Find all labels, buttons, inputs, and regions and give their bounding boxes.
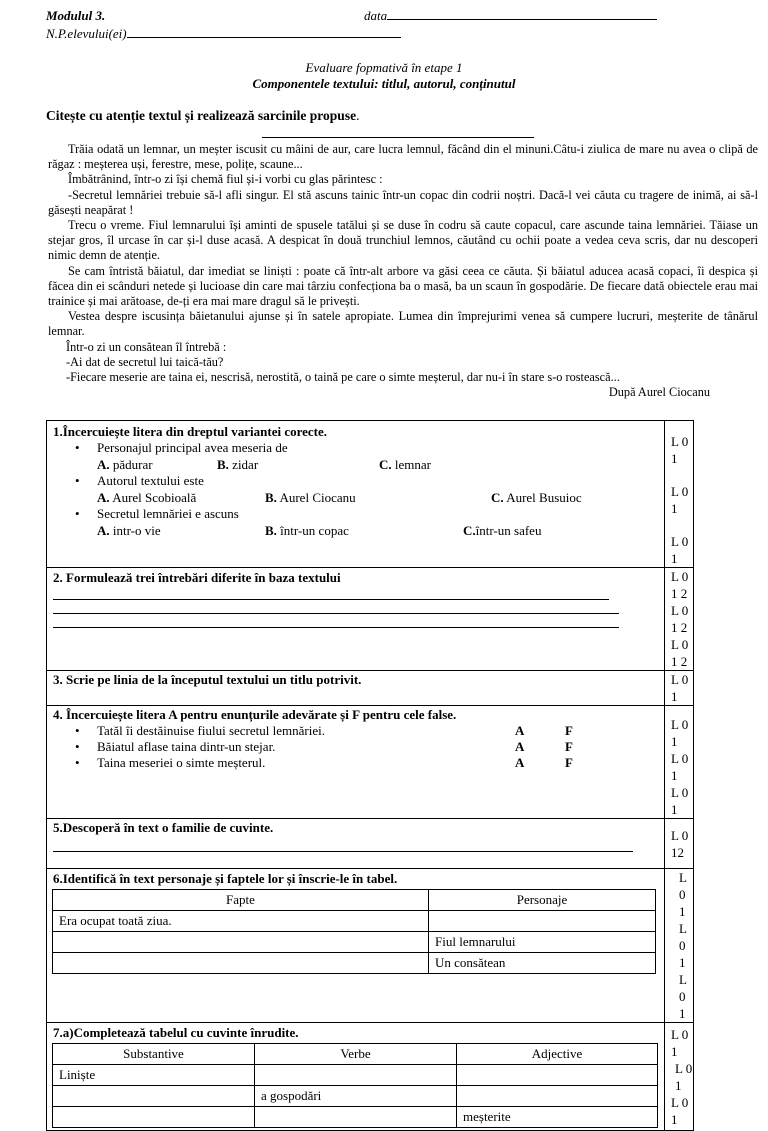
score: L 0 1 — [679, 972, 687, 1021]
option-b[interactable]: B. zidar — [217, 457, 259, 472]
task-1-item: • Personajul principal avea meseria de — [53, 440, 658, 456]
score: L 0 1 2 — [671, 569, 689, 601]
story-paragraph: Vestea despre iscusința băietanului ajunse și în satele apropiate. Lumea din împrejurimi venea să cumpere lucruri, meșterite de tânărul lemnar. — [48, 309, 758, 339]
table-cell[interactable] — [255, 1107, 457, 1128]
task-1-options — [53, 522, 658, 539]
task-6-title: 6.Identifică în text personaje și faptele lor și înscrie-le în tabel. — [53, 871, 398, 886]
score: L 0 1 — [671, 434, 689, 466]
answer-line[interactable] — [53, 586, 609, 600]
true-option[interactable]: A — [515, 755, 525, 770]
instruction-dot: . — [356, 108, 360, 123]
score: L 0 12 — [671, 827, 689, 860]
table-cell[interactable]: Un consătean — [429, 953, 656, 974]
score: L 0 1 — [671, 717, 689, 749]
option-c[interactable]: C. lemnar — [379, 457, 431, 472]
false-option[interactable]: F — [565, 723, 573, 738]
score: L 0 1 — [679, 870, 687, 919]
module-label: Modulul 3. — [46, 8, 106, 23]
story-paragraph: Îmbătrânind, într-o zi își chemă fiul și-i vorbi cu glas părintesc : — [68, 172, 383, 187]
task-7-title: 7.a)Completează tabelul cu cuvinte înrudite. — [53, 1025, 299, 1040]
table-cell[interactable] — [53, 1086, 255, 1107]
score: L 0 1 — [671, 534, 689, 566]
table-cell[interactable] — [53, 932, 429, 953]
table-header: Personaje — [429, 890, 656, 911]
story-paragraph: Trecu o vreme. Fiul lemnarului își aminti de spusele tatălui și se duse în codru să caute copacul, care ascunde taina lemnăriei. Tăiase un stejar gros, îl urcase în car și-l duse acasă. A despicat în două trunchiul lemnos, căutând cu ochii poate a vedea ceva scris, dar nu descoperi nimic demn de atenție. — [48, 218, 758, 263]
option-a[interactable]: A. pădurar — [97, 457, 153, 472]
score: L 0 1 — [679, 921, 687, 970]
table-cell[interactable] — [255, 1065, 457, 1086]
task-4-item — [53, 723, 658, 739]
option-c[interactable]: C. Aurel Busuioc — [491, 490, 582, 505]
story-author: După Aurel Ciocanu — [608, 385, 710, 400]
task-7-table — [52, 1043, 658, 1128]
score: L 0 1 — [671, 751, 689, 783]
instruction — [46, 108, 359, 124]
task-6-scores — [665, 869, 694, 1023]
table-header: Substantive — [53, 1044, 255, 1065]
false-option[interactable]: F — [565, 739, 573, 754]
task-1-options — [53, 489, 658, 506]
task-2-scores — [665, 568, 694, 671]
option-a[interactable]: A. Aurel Scobioală — [97, 490, 197, 505]
statement: • Tatăl îi destăinuise fiului secretul lemnăriei. — [53, 723, 658, 739]
task-2-title: 2. Formulează trei întrebări diferite în baza textului — [53, 570, 341, 585]
page-title: Evaluare fopmativă în etape 1 — [305, 60, 463, 75]
table-header: Verbe — [255, 1044, 457, 1065]
task-5-title: 5.Descoperă în text o familie de cuvinte. — [53, 820, 274, 835]
story-paragraph: Se cam întristă băiatul, dar imediat se liniști : poate că într-alt arbore va găsi ceea ce căuta. Și băiatul aducea acasă copaci, îi despica și făcea din ei scânduri netede și lucioase din care mai târziu confecționa ba o masă, ba un scaun în gospodărie. De fiecare dată obiectele erau mai trainice și mai arătoase, de-ți era mai mare dragul să le privești. — [48, 263, 758, 309]
true-option[interactable]: A — [515, 739, 525, 754]
task-1-scores — [665, 421, 694, 568]
table-cell[interactable] — [53, 1107, 255, 1128]
false-option[interactable]: F — [565, 755, 573, 770]
true-option[interactable]: A — [515, 723, 525, 738]
table-cell[interactable] — [457, 1086, 658, 1107]
statement: • Taina meseriei o simte meșterul. — [53, 755, 658, 771]
story-paragraph: -Fiecare meserie are taina ei, nescrisă, nerostită, o taină pe care o simte meșterul, dar nu-i în stare s-o rostească... — [66, 370, 620, 385]
story-paragraph: Într-o zi un consătean îl întrebă : — [66, 339, 227, 354]
table-header: Adjective — [457, 1044, 658, 1065]
score: L 0 1 — [671, 1026, 689, 1059]
instruction-text: Citește cu atenție textul și realizează sarcinile propuse — [46, 108, 357, 123]
score: L 0 1 — [671, 785, 689, 817]
task-2 — [47, 568, 694, 671]
table-cell[interactable]: Fiul lemnarului — [429, 932, 656, 953]
task-3-scores — [665, 671, 694, 706]
page-subtitle: Componentele textului: titlul, autorul, conținutul — [252, 76, 516, 91]
story-text — [48, 142, 758, 400]
task-1-item: • Secretul lemnăriei e ascuns — [53, 506, 658, 522]
task-4-scores — [665, 706, 694, 819]
student-name-field[interactable] — [46, 26, 401, 42]
answer-line[interactable] — [53, 614, 619, 628]
option-c[interactable]: C.într-un safeu — [463, 523, 542, 538]
task-7 — [47, 1023, 694, 1131]
task-7-scores — [665, 1023, 694, 1131]
date-field[interactable] — [364, 8, 657, 24]
story-paragraph: -Ai dat de secretul lui taică-tău? — [66, 354, 224, 369]
score: L 0 1 — [671, 484, 689, 516]
table-cell[interactable]: a gospodări — [255, 1086, 457, 1107]
task-4-item — [53, 739, 658, 755]
score: L 0 1 — [671, 672, 689, 704]
task-6 — [47, 869, 694, 1023]
option-b[interactable]: B. într-un copac — [265, 523, 349, 538]
task-5-scores — [665, 819, 694, 869]
task-3-title: 3. Scrie pe linia de la începutul textului un titlu potrivit. — [53, 672, 362, 687]
date-label: data — [364, 8, 388, 23]
task-1-item: • Autorul textului este — [53, 473, 658, 489]
score: L 0 1 2 — [671, 637, 689, 669]
answer-line[interactable] — [53, 600, 619, 614]
table-cell[interactable]: Liniște — [53, 1065, 255, 1086]
table-cell[interactable] — [457, 1065, 658, 1086]
task-1-options — [53, 456, 658, 473]
story-paragraph: Trăia odată un lemnar, un meșter iscusit cu mâini de aur, care lucra lemnul, făcând din el minuni.Câtu-i ziulica de mare nu avea o clipă de răgaz : meșterea uși, ferestre, mese, polițe, scaune... — [48, 142, 758, 172]
table-cell[interactable] — [429, 911, 656, 932]
task-1 — [47, 421, 694, 568]
answer-line[interactable] — [53, 838, 633, 852]
option-b[interactable]: B. Aurel Ciocanu — [265, 490, 356, 505]
score: L 0 1 2 — [671, 603, 689, 635]
option-a[interactable]: A. intr-o vie — [97, 523, 161, 538]
table-cell[interactable]: meșterite — [457, 1107, 658, 1128]
task-4 — [47, 706, 694, 819]
statement: • Băiatul aflase taina dintr-un stejar. — [53, 739, 658, 755]
task-6-table — [52, 889, 656, 974]
score: L 0 1 — [671, 1094, 689, 1127]
task-5 — [47, 819, 694, 869]
tasks-table — [46, 420, 694, 1131]
student-label: N.P.elevului(ei) — [46, 26, 127, 41]
task-4-title: 4. Încercuiește litera A pentru enunțurile adevărate și F pentru cele false. — [53, 707, 457, 722]
table-header: Fapte — [53, 890, 429, 911]
title-answer-line[interactable] — [262, 137, 534, 138]
score: L 0 1 — [675, 1060, 693, 1093]
task-3 — [47, 671, 694, 706]
story-paragraph: -Secretul lemnăriei trebuie să-l afli singur. El stă ascuns tainic într-un copac din codrii noștri. Dacă-l vei căuta cu tragere de inimă, ai să-l găsești neapărat ! — [48, 187, 758, 217]
table-cell[interactable]: Era ocupat toată ziua. — [53, 911, 429, 932]
task-1-title: 1.Încercuiește litera din dreptul variantei corecte. — [53, 424, 328, 439]
table-cell[interactable] — [53, 953, 429, 974]
task-4-item — [53, 755, 658, 771]
